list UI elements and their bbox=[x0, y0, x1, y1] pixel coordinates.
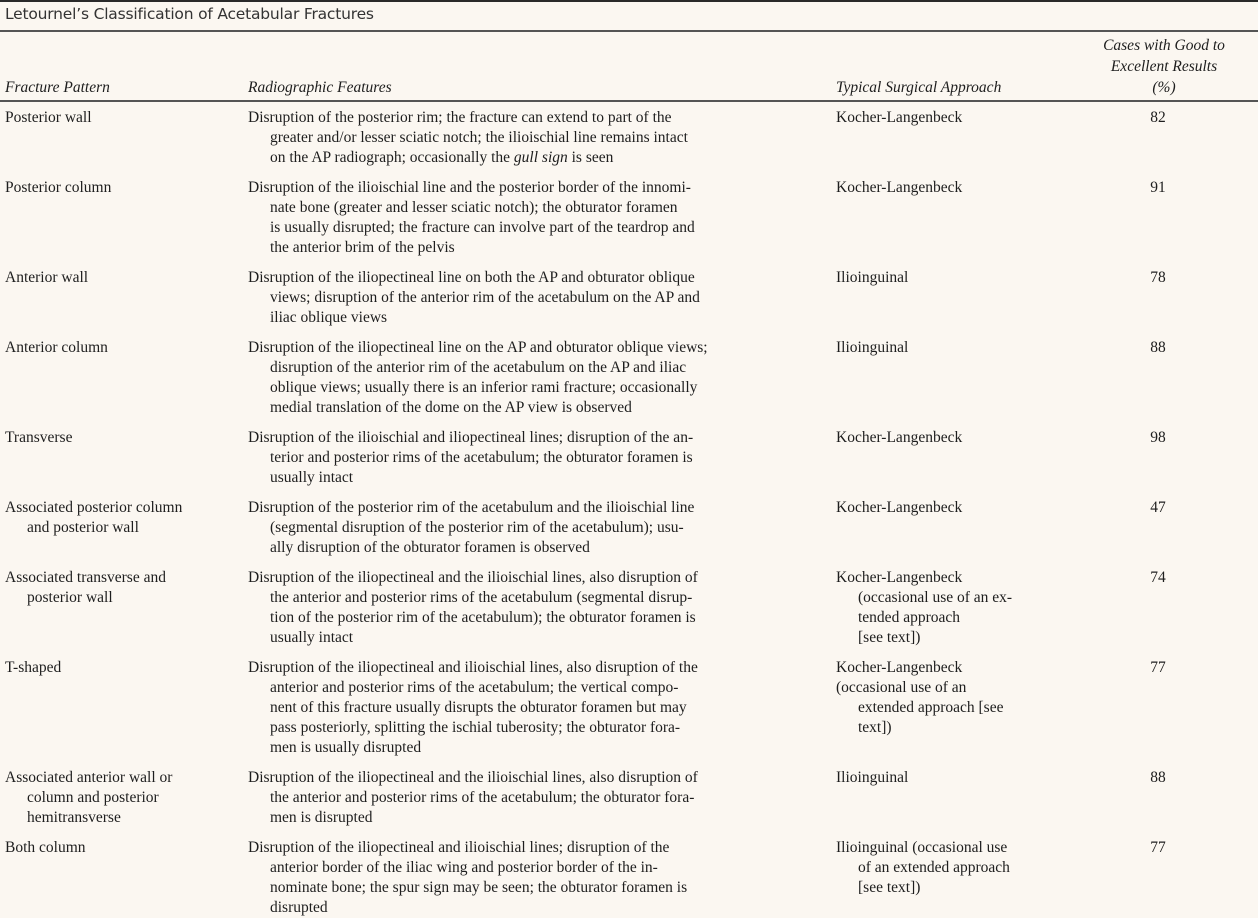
radiographic-features-cell bbox=[248, 178, 828, 258]
radiographic-text: terior and posterior rims of the acetabulum; the obturator foramen is bbox=[270, 449, 693, 466]
radiographic-text bbox=[248, 148, 828, 168]
radiographic-text: the anterior brim of the pelvis bbox=[270, 239, 455, 256]
surgical-approach-cell bbox=[836, 498, 1071, 518]
surgical-approach-text: Kocher-Langenbeck bbox=[836, 179, 963, 196]
surgical-approach-cell bbox=[836, 568, 1071, 648]
radiographic-text: the anterior and posterior rims of the acetabulum; the obturator fora- bbox=[270, 789, 695, 806]
fracture-pattern-cell bbox=[5, 268, 240, 288]
results-percent-cell: 74 bbox=[1150, 569, 1166, 586]
radiographic-features-cell bbox=[248, 338, 828, 418]
radiographic-text: Disruption of the posterior rim of the acetabulum and the ilioischial line bbox=[248, 499, 695, 516]
surgical-approach-text: Ilioinguinal bbox=[836, 339, 909, 356]
radiographic-text: disrupted bbox=[270, 899, 328, 916]
surgical-approach-cell bbox=[836, 838, 1071, 898]
radiographic-text: Disruption of the ilioischial line and the posterior border of the innomi- bbox=[248, 179, 691, 196]
radiographic-text: men is disrupted bbox=[270, 809, 373, 826]
fracture-pattern-text: T-shaped bbox=[5, 659, 62, 676]
fracture-pattern-text: Anterior column bbox=[5, 339, 108, 356]
surgical-approach-text: (occasional use of an ex- bbox=[858, 589, 1013, 606]
surgical-approach-text: Kocher-Langenbeck bbox=[836, 659, 963, 676]
results-percent-cell: 91 bbox=[1150, 179, 1166, 196]
radiographic-text: (segmental disruption of the posterior rim of the acetabulum); usu- bbox=[270, 519, 684, 536]
radiographic-text: disruption of the anterior rim of the acetabulum on the AP and iliac bbox=[270, 359, 687, 376]
fracture-pattern-cell bbox=[5, 428, 240, 448]
results-percent-cell: 88 bbox=[1150, 339, 1166, 356]
radiographic-text: usually intact bbox=[270, 629, 354, 646]
fracture-pattern-cell bbox=[5, 338, 240, 358]
surgical-approach-cell bbox=[836, 658, 1071, 738]
fracture-pattern-text: Posterior column bbox=[5, 179, 112, 196]
top-rule bbox=[0, 0, 1258, 2]
surgical-approach-cell bbox=[836, 108, 1071, 128]
fracture-pattern-text: posterior wall bbox=[27, 589, 113, 606]
radiographic-text: nominate bone; the spur sign may be seen; the obturator foramen is bbox=[270, 879, 688, 896]
radiographic-text: iliac oblique views bbox=[270, 309, 388, 326]
header-results-line-2: Excellent Results bbox=[1110, 58, 1218, 75]
surgical-approach-cell bbox=[836, 178, 1071, 198]
results-percent-cell: 77 bbox=[1150, 659, 1166, 676]
fracture-pattern-cell bbox=[5, 658, 240, 678]
radiographic-text: Disruption of the iliopectineal and ilioischial lines, also disruption of the bbox=[248, 659, 698, 676]
radiographic-features-cell bbox=[248, 568, 828, 648]
fracture-pattern-text: Associated transverse and bbox=[5, 569, 166, 586]
surgical-approach-text: Kocher-Langenbeck bbox=[836, 569, 963, 586]
results-percent-cell: 82 bbox=[1150, 109, 1166, 126]
radiographic-features-cell bbox=[248, 108, 828, 168]
header-radiographic-features: Radiographic Features bbox=[248, 79, 392, 96]
results-percent-cell: 47 bbox=[1150, 499, 1166, 516]
radiographic-text: greater and/or lesser sciatic notch; the ilioischial line remains intact bbox=[270, 129, 688, 146]
radiographic-text: Disruption of the posterior rim; the fracture can extend to part of the bbox=[248, 109, 672, 126]
radiographic-features-cell bbox=[248, 268, 828, 328]
fracture-pattern-text: Both column bbox=[5, 839, 86, 856]
radiographic-text-part: on the AP radiograph; occasionally the bbox=[270, 149, 514, 166]
header-surgical-approach: Typical Surgical Approach bbox=[836, 79, 1002, 96]
radiographic-text: Disruption of the iliopectineal line on both the AP and obturator oblique bbox=[248, 269, 695, 286]
radiographic-text: nate bone (greater and lesser sciatic notch); the obturator foramen bbox=[270, 199, 678, 216]
radiographic-text: medial translation of the dome on the AP view is observed bbox=[270, 399, 632, 416]
surgical-approach-text: Kocher-Langenbeck bbox=[836, 109, 963, 126]
surgical-approach-text: tended approach bbox=[858, 609, 960, 626]
radiographic-features-cell bbox=[248, 768, 828, 828]
fracture-pattern-text: Posterior wall bbox=[5, 109, 92, 126]
surgical-approach-cell bbox=[836, 268, 1071, 288]
fracture-pattern-cell bbox=[5, 568, 240, 608]
surgical-approach-cell bbox=[836, 428, 1071, 448]
fracture-pattern-cell bbox=[5, 838, 240, 858]
radiographic-text: nent of this fracture usually disrupts the obturator foramen but may bbox=[270, 699, 687, 716]
gull-sign-term: gull sign bbox=[513, 149, 568, 166]
fracture-pattern-text: Anterior wall bbox=[5, 269, 89, 286]
results-percent-cell: 88 bbox=[1150, 769, 1166, 786]
header-divider bbox=[0, 100, 1258, 102]
radiographic-text: Disruption of the iliopectineal and the ilioischial lines, also disruption of bbox=[248, 569, 698, 586]
radiographic-text: Disruption of the iliopectineal line on the AP and obturator oblique views; bbox=[248, 339, 708, 356]
header-results bbox=[1084, 35, 1244, 98]
radiographic-text: usually intact bbox=[270, 469, 354, 486]
results-percent-cell: 77 bbox=[1150, 839, 1166, 856]
surgical-approach-cell bbox=[836, 338, 1071, 358]
results-percent-cell: 98 bbox=[1150, 429, 1166, 446]
surgical-approach-text: Ilioinguinal bbox=[836, 769, 909, 786]
header-results-line-3: (%) bbox=[1152, 79, 1176, 96]
header-results-line-1: Cases with Good to bbox=[1103, 37, 1225, 54]
radiographic-text: Disruption of the iliopectineal and ilioischial lines; disruption of the bbox=[248, 839, 670, 856]
table-title: Letournel’s Classification of Acetabular Fractures bbox=[5, 5, 374, 23]
surgical-approach-cell bbox=[836, 768, 1071, 788]
surgical-approach-text: (occasional use of an bbox=[836, 679, 967, 696]
radiographic-features-cell bbox=[248, 658, 828, 758]
fracture-pattern-text: column and posterior bbox=[27, 789, 159, 806]
surgical-approach-text: [see text]) bbox=[858, 879, 921, 896]
radiographic-text: ally disruption of the obturator foramen is observed bbox=[270, 539, 590, 556]
fracture-pattern-text: hemitransverse bbox=[27, 809, 121, 826]
radiographic-text: men is usually disrupted bbox=[270, 739, 422, 756]
fracture-pattern-text: Associated posterior column bbox=[5, 499, 183, 516]
radiographic-text-part: is seen bbox=[567, 149, 614, 166]
radiographic-text: views; disruption of the anterior rim of the acetabulum on the AP and bbox=[270, 289, 700, 306]
surgical-approach-text: Ilioinguinal (occasional use bbox=[836, 839, 1008, 856]
surgical-approach-text: Ilioinguinal bbox=[836, 269, 909, 286]
surgical-approach-text: Kocher-Langenbeck bbox=[836, 499, 963, 516]
fracture-pattern-text: and posterior wall bbox=[27, 519, 139, 536]
radiographic-text: Disruption of the iliopectineal and the ilioischial lines, also disruption of bbox=[248, 769, 698, 786]
results-percent-cell: 78 bbox=[1150, 269, 1166, 286]
radiographic-text: tion of the posterior rim of the acetabulum); the obturator foramen is bbox=[270, 609, 696, 626]
header-fracture-pattern: Fracture Pattern bbox=[5, 79, 110, 96]
radiographic-text: anterior border of the iliac wing and posterior border of the in- bbox=[270, 859, 658, 876]
radiographic-text: the anterior and posterior rims of the acetabulum (segmental disrup- bbox=[270, 589, 693, 606]
radiographic-features-cell bbox=[248, 428, 828, 488]
surgical-approach-text: extended approach [see bbox=[858, 699, 1004, 716]
fracture-pattern-text: Transverse bbox=[5, 429, 73, 446]
surgical-approach-text: Kocher-Langenbeck bbox=[836, 429, 963, 446]
surgical-approach-text: text]) bbox=[858, 719, 892, 736]
surgical-approach-text: [see text]) bbox=[858, 629, 921, 646]
radiographic-features-cell bbox=[248, 498, 828, 558]
title-divider bbox=[0, 30, 1258, 32]
radiographic-text: pass posteriorly, splitting the ischial tuberosity; the obturator fora- bbox=[270, 719, 681, 736]
fracture-pattern-text: Associated anterior wall or bbox=[5, 769, 173, 786]
surgical-approach-text: of an extended approach bbox=[858, 859, 1010, 876]
fracture-pattern-cell bbox=[5, 178, 240, 198]
fracture-pattern-cell bbox=[5, 108, 240, 128]
fracture-pattern-cell bbox=[5, 768, 240, 828]
radiographic-text: is usually disrupted; the fracture can involve part of the teardrop and bbox=[270, 219, 695, 236]
radiographic-text: oblique views; usually there is an inferior rami fracture; occasionally bbox=[270, 379, 698, 396]
fracture-pattern-cell bbox=[5, 498, 240, 538]
radiographic-text: anterior and posterior rims of the acetabulum; the vertical compo- bbox=[270, 679, 679, 696]
radiographic-text: Disruption of the ilioischial and iliopectineal lines; disruption of the an- bbox=[248, 429, 694, 446]
radiographic-features-cell bbox=[248, 838, 828, 918]
